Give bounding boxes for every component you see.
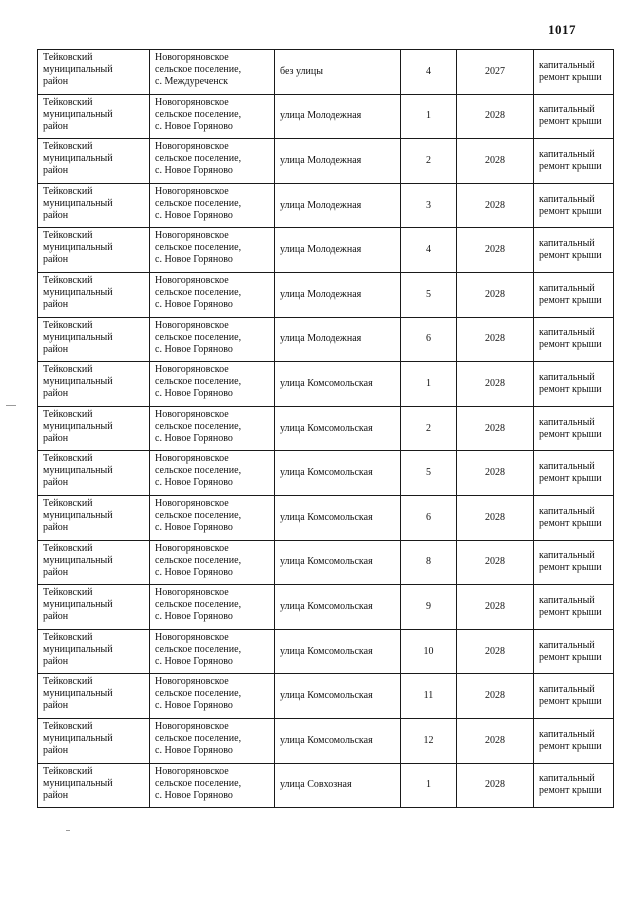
district-line: район [43,76,69,87]
settlement-line: сельское поселение, [155,732,242,744]
work-type-line: капитальный [539,505,595,517]
street-cell: улица Комсомольская [275,495,401,540]
street-cell: улица Молодежная [275,94,401,139]
work-type-line: капитальный [539,193,595,205]
house-number-cell: 5 [401,451,457,496]
house-number-cell: 6 [401,495,457,540]
year-cell: 2028 [457,183,534,228]
house-number-cell: 10 [401,629,457,674]
district-cell [38,183,150,228]
district-cell [38,406,150,451]
district-line: Тейковский [43,676,93,688]
settlement-line: Новогоряновское [155,453,229,465]
settlement-line: Новогоряновское [155,542,229,554]
district-cell [38,317,150,362]
settlement-cell [150,317,275,362]
work-type-cell [534,50,614,95]
settlement-line: сельское поселение, [155,108,242,120]
district-line: Тейковский [43,230,93,242]
year-cell: 2028 [457,272,534,317]
table-row [38,362,614,407]
settlement-line: с. Новое Горяново [155,432,233,444]
table-row [38,763,614,808]
work-type-line: капитальный [539,773,595,785]
district-cell [38,674,150,719]
street-cell: улица Комсомольская [275,406,401,451]
district-cell [38,272,150,317]
settlement-line: Новогоряновское [155,408,229,420]
work-type-cell [534,451,614,496]
settlement-line: сельское поселение, [155,153,242,165]
work-type-line: капитальный [539,59,595,71]
settlement-line: сельское поселение, [155,599,242,611]
work-type-line: капитальный [539,327,595,339]
settlement-cell [150,495,275,540]
house-number-cell: 9 [401,585,457,630]
settlement-line: Новогоряновское [155,274,229,286]
work-type-line: капитальный [539,594,595,606]
year-cell: 2028 [457,629,534,674]
table-row [38,50,614,95]
work-type-cell [534,272,614,317]
street-cell: улица Комсомольская [275,718,401,763]
work-type-line: капитальный [539,728,595,740]
table-row [38,629,614,674]
street-cell: улица Комсомольская [275,362,401,407]
district-line: муниципальный [43,153,113,165]
settlement-line: сельское поселение, [155,688,242,700]
table-row [38,183,614,228]
settlement-cell [150,540,275,585]
district-line: Тейковский [43,765,93,777]
street-cell: улица Молодежная [275,272,401,317]
settlement-cell [150,362,275,407]
district-cell [38,94,150,139]
table-body [38,50,614,808]
house-number-cell: 3 [401,183,457,228]
scan-speck [66,830,70,831]
district-line: Тейковский [43,408,93,420]
settlement-cell [150,718,275,763]
house-number-cell: 4 [401,50,457,95]
district-line: Тейковский [43,364,93,376]
settlement-line: сельское поселение, [155,331,242,343]
settlement-line: сельское поселение, [155,242,242,254]
settlement-line: Новогоряновское [155,631,229,643]
work-type-line: ремонт крыши [539,651,602,663]
street-cell: улица Комсомольская [275,540,401,585]
settlement-line: с. Новое Горяново [155,343,233,355]
work-type-line: капитальный [539,416,595,428]
work-type-line: ремонт крыши [539,383,602,395]
house-number-cell: 1 [401,362,457,407]
work-type-line: ремонт крыши [539,606,602,618]
work-type-cell [534,674,614,719]
year-cell: 2028 [457,317,534,362]
settlement-line: Новогоряновское [155,319,229,331]
table-row [38,406,614,451]
settlement-line: сельское поселение, [155,643,242,655]
work-type-cell [534,317,614,362]
work-type-line: ремонт крыши [539,428,602,440]
settlement-line: с. Новое Горяново [155,298,233,310]
settlement-line: с. Новое Горяново [155,521,233,533]
district-cell [38,451,150,496]
district-line: район [43,477,69,489]
settlement-cell [150,585,275,630]
settlement-line: сельское поселение, [155,376,242,388]
work-type-line: капитальный [539,461,595,473]
district-cell [38,629,150,674]
settlement-line: с. Новое Горяново [155,209,233,221]
street-cell: улица Молодежная [275,183,401,228]
work-type-line: капитальный [539,550,595,562]
year-cell: 2028 [457,406,534,451]
house-number-cell: 6 [401,317,457,362]
settlement-line: с. Новое Горяново [155,789,233,801]
work-type-cell [534,718,614,763]
table-row [38,317,614,362]
year-cell: 2028 [457,139,534,184]
settlement-cell [150,50,275,95]
district-line: муниципальный [43,286,113,298]
work-type-cell [534,183,614,228]
district-cell [38,495,150,540]
district-line: Тейковский [43,542,93,554]
district-cell [38,540,150,585]
work-type-line: капитальный [539,639,595,651]
table-row [38,272,614,317]
district-line: муниципальный [43,777,113,789]
work-type-cell [534,94,614,139]
settlement-line: с. Новое Горяново [155,165,233,177]
year-cell: 2027 [457,50,534,95]
work-type-cell [534,495,614,540]
house-number-cell: 12 [401,718,457,763]
settlement-line: с. Новое Горяново [155,477,233,489]
house-number-cell: 1 [401,94,457,139]
work-type-line: капитальный [539,371,595,383]
street-cell: улица Совхозная [275,763,401,808]
settlement-line: Новогоряновское [155,497,229,509]
street-cell: улица Комсомольская [275,629,401,674]
work-type-line: ремонт крыши [539,562,602,574]
house-number-cell: 1 [401,763,457,808]
district-line: Тейковский [43,185,93,197]
street-cell: улица Молодежная [275,317,401,362]
street-cell: улица Комсомольская [275,451,401,496]
settlement-line: сельское поселение, [155,777,242,789]
settlement-line: с. Новое Горяново [155,655,233,667]
work-type-cell [534,139,614,184]
district-line: район [43,566,69,578]
district-line: Тейковский [43,453,93,465]
district-line: муниципальный [43,465,113,477]
work-type-cell [534,629,614,674]
table-row [38,718,614,763]
house-number-cell: 4 [401,228,457,273]
district-line: район [43,120,69,132]
settlement-line: сельское поселение, [155,286,242,298]
work-type-line: ремонт крыши [539,785,602,797]
year-cell: 2028 [457,718,534,763]
table-row [38,674,614,719]
settlement-line: сельское поселение, [155,554,242,566]
district-line: муниципальный [43,420,113,432]
work-type-line: ремонт крыши [539,696,602,708]
work-type-cell [534,228,614,273]
work-type-line: капитальный [539,104,595,116]
settlement-cell [150,406,275,451]
settlement-cell [150,674,275,719]
district-cell [38,50,150,95]
year-cell: 2028 [457,495,534,540]
district-line: район [43,789,69,801]
district-line: муниципальный [43,376,113,388]
settlement-line: с. Новое Горяново [155,700,233,712]
street-cell: улица Комсомольская [275,674,401,719]
settlement-cell [150,763,275,808]
district-cell [38,139,150,184]
table-row [38,94,614,139]
district-line: Тейковский [43,96,93,108]
district-line: район [43,700,69,712]
work-type-line: ремонт крыши [539,250,602,262]
district-cell [38,763,150,808]
settlement-cell [150,228,275,273]
settlement-line: сельское поселение, [155,420,242,432]
work-type-line: ремонт крыши [539,473,602,485]
district-line: Тейковский [43,274,93,286]
work-type-cell [534,540,614,585]
work-type-cell [534,585,614,630]
district-cell [38,585,150,630]
work-type-line: капитальный [539,238,595,250]
settlement-line: Новогоряновское [155,230,229,242]
settlement-line: с. Новое Горяново [155,388,233,400]
settlement-line: Новогоряновское [155,52,229,63]
table-row [38,451,614,496]
settlement-cell [150,94,275,139]
settlement-line: сельское поселение, [155,509,242,521]
district-line: Тейковский [43,720,93,732]
district-line: муниципальный [43,599,113,611]
table-row [38,540,614,585]
district-line: Тейковский [43,52,93,63]
district-line: муниципальный [43,64,113,75]
settlement-line: с. Новое Горяново [155,744,233,756]
district-line: муниципальный [43,108,113,120]
district-line: район [43,432,69,444]
settlement-line: сельское поселение, [155,465,242,477]
district-line: муниципальный [43,643,113,655]
settlement-line: Новогоряновское [155,720,229,732]
district-line: район [43,388,69,400]
year-cell: 2028 [457,228,534,273]
settlement-line: с. Новое Горяново [155,566,233,578]
year-cell: 2028 [457,674,534,719]
work-type-cell [534,362,614,407]
district-line: муниципальный [43,554,113,566]
work-type-line: ремонт крыши [539,740,602,752]
year-cell: 2028 [457,763,534,808]
settlement-line: Новогоряновское [155,185,229,197]
settlement-line: Новогоряновское [155,364,229,376]
year-cell: 2028 [457,540,534,585]
district-line: муниципальный [43,331,113,343]
district-line: район [43,298,69,310]
year-cell: 2028 [457,362,534,407]
table-row [38,228,614,273]
settlement-line: с. Новое Горяново [155,120,233,132]
district-line: муниципальный [43,688,113,700]
district-line: муниципальный [43,242,113,254]
district-line: Тейковский [43,631,93,643]
district-line: Тейковский [43,587,93,599]
district-line: Тейковский [43,141,93,153]
settlement-line: Новогоряновское [155,676,229,688]
settlement-cell [150,139,275,184]
district-line: район [43,343,69,355]
page-number: 1017 [548,22,576,37]
work-type-line: капитальный [539,282,595,294]
house-number-cell: 8 [401,540,457,585]
district-line: район [43,611,69,623]
street-cell: улица Комсомольская [275,585,401,630]
district-cell [38,362,150,407]
work-type-line: ремонт крыши [539,160,602,172]
settlement-line: с. Междуреченск [155,76,228,87]
work-type-line: ремонт крыши [539,294,602,306]
district-line: муниципальный [43,197,113,209]
settlement-line: с. Новое Горяново [155,254,233,266]
district-line: район [43,655,69,667]
settlement-cell [150,183,275,228]
year-cell: 2028 [457,451,534,496]
district-line: район [43,254,69,266]
district-cell [38,228,150,273]
district-cell [38,718,150,763]
district-line: район [43,521,69,533]
settlement-cell [150,451,275,496]
table-row [38,495,614,540]
district-line: район [43,209,69,221]
settlement-line: Новогоряновское [155,141,229,153]
district-line: район [43,744,69,756]
work-type-line: ремонт крыши [539,339,602,351]
settlement-line: Новогоряновское [155,587,229,599]
settlement-line: сельское поселение, [155,64,242,75]
work-type-line: ремонт крыши [539,71,602,83]
work-type-cell [534,763,614,808]
street-cell: улица Молодежная [275,139,401,184]
district-line: муниципальный [43,732,113,744]
settlement-cell [150,272,275,317]
scan-speck [6,405,16,406]
district-line: муниципальный [43,509,113,521]
work-type-line: капитальный [539,684,595,696]
year-cell: 2028 [457,94,534,139]
street-cell: улица Молодежная [275,228,401,273]
table-row [38,139,614,184]
house-number-cell: 2 [401,406,457,451]
house-number-cell: 11 [401,674,457,719]
settlement-line: Новогоряновское [155,765,229,777]
settlement-line: с. Новое Горяново [155,611,233,623]
district-line: район [43,165,69,177]
settlement-cell [150,629,275,674]
work-type-cell [534,406,614,451]
house-number-cell: 2 [401,139,457,184]
district-line: Тейковский [43,497,93,509]
street-cell: без улицы [275,50,401,95]
house-number-cell: 5 [401,272,457,317]
work-type-line: капитальный [539,148,595,160]
work-type-line: ремонт крыши [539,116,602,128]
district-line: Тейковский [43,319,93,331]
year-cell: 2028 [457,585,534,630]
roof-repair-table [37,49,614,808]
table-row [38,585,614,630]
work-type-line: ремонт крыши [539,517,602,529]
settlement-line: сельское поселение, [155,197,242,209]
work-type-line: ремонт крыши [539,205,602,217]
settlement-line: Новогоряновское [155,96,229,108]
